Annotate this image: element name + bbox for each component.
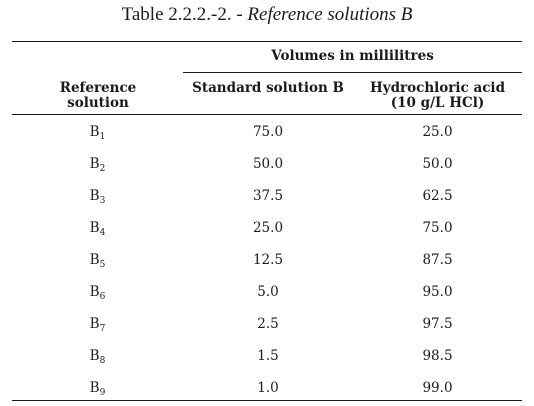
column-header-reference-solution bbox=[12, 81, 184, 111]
column-header-reference-line1: Reference bbox=[59, 80, 137, 96]
group-header-rule bbox=[183, 72, 522, 73]
table-top-rule bbox=[12, 41, 522, 42]
group-header-volumes: Volumes in millilitres bbox=[271, 48, 434, 64]
cell-reference-solution bbox=[12, 316, 183, 332]
cell-hydrochloric-acid: 98.5 bbox=[422, 348, 453, 364]
reference-subscript: 6 bbox=[99, 292, 106, 302]
column-header-hydrochloric-acid bbox=[353, 81, 522, 111]
reference-letter: B bbox=[89, 380, 100, 396]
reference-letter: B bbox=[89, 124, 100, 140]
cell-reference-solution bbox=[12, 124, 183, 140]
reference-letter: B bbox=[89, 156, 100, 172]
cell-hydrochloric-acid: 87.5 bbox=[422, 252, 453, 268]
cell-standard-solution: 12.5 bbox=[252, 252, 284, 268]
cell-hydrochloric-acid: 97.5 bbox=[422, 316, 453, 332]
table-row bbox=[12, 340, 522, 372]
cell-hydrochloric-acid: 50.0 bbox=[422, 156, 453, 172]
cell-standard-solution: 25.0 bbox=[252, 220, 284, 236]
reference-subscript: 2 bbox=[99, 164, 106, 174]
column-header-hcl-line1: Hydrochloric acid bbox=[369, 80, 506, 96]
column-header-hcl-line2: (10 g/L HCl) bbox=[390, 95, 485, 111]
reference-subscript: 3 bbox=[99, 196, 106, 206]
cell-reference-solution bbox=[12, 284, 183, 300]
reference-subscript: 8 bbox=[99, 356, 106, 366]
reference-subscript: 1 bbox=[99, 132, 106, 142]
cell-hydrochloric-acid: 75.0 bbox=[422, 220, 453, 236]
reference-letter: B bbox=[89, 220, 100, 236]
reference-subscript: 5 bbox=[99, 260, 106, 270]
table-bottom-rule bbox=[12, 400, 522, 401]
table-row bbox=[12, 116, 522, 148]
table-caption bbox=[0, 3, 534, 27]
cell-standard-solution: 50.0 bbox=[252, 156, 284, 172]
table-row bbox=[12, 276, 522, 308]
reference-letter: B bbox=[89, 348, 100, 364]
cell-reference-solution bbox=[12, 252, 183, 268]
reference-subscript: 9 bbox=[99, 388, 106, 398]
column-header-standard-solution: Standard solution B bbox=[192, 80, 344, 96]
cell-hydrochloric-acid: 99.0 bbox=[422, 380, 453, 396]
cell-reference-solution bbox=[12, 380, 183, 396]
cell-reference-solution bbox=[12, 188, 183, 204]
reference-letter: B bbox=[89, 188, 100, 204]
table-row bbox=[12, 244, 522, 276]
cell-standard-solution: 37.5 bbox=[252, 188, 284, 204]
cell-standard-solution: 2.5 bbox=[257, 316, 279, 332]
column-header-reference-line2: solution bbox=[67, 95, 129, 111]
header-bottom-rule bbox=[12, 114, 522, 115]
cell-standard-solution: 1.0 bbox=[257, 380, 279, 396]
cell-standard-solution: 5.0 bbox=[257, 284, 279, 300]
reference-letter: B bbox=[89, 252, 100, 268]
table-row bbox=[12, 212, 522, 244]
table-row bbox=[12, 148, 522, 180]
cell-reference-solution bbox=[12, 348, 183, 364]
caption-separator: - bbox=[236, 4, 243, 25]
caption-title: Reference solutions B bbox=[247, 4, 413, 25]
cell-hydrochloric-acid: 62.5 bbox=[422, 188, 453, 204]
cell-standard-solution: 75.0 bbox=[252, 124, 284, 140]
reference-letter: B bbox=[89, 316, 100, 332]
cell-hydrochloric-acid: 25.0 bbox=[422, 124, 453, 140]
reference-letter: B bbox=[89, 284, 100, 300]
table-row bbox=[12, 180, 522, 212]
cell-standard-solution: 1.5 bbox=[257, 348, 279, 364]
cell-reference-solution bbox=[12, 156, 183, 172]
reference-subscript: 4 bbox=[99, 228, 106, 238]
table-body bbox=[12, 116, 522, 404]
reference-subscript: 7 bbox=[99, 324, 106, 334]
cell-reference-solution bbox=[12, 220, 183, 236]
caption-number: Table 2.2.2.-2. bbox=[121, 4, 232, 25]
table-row bbox=[12, 308, 522, 340]
cell-hydrochloric-acid: 95.0 bbox=[422, 284, 453, 300]
